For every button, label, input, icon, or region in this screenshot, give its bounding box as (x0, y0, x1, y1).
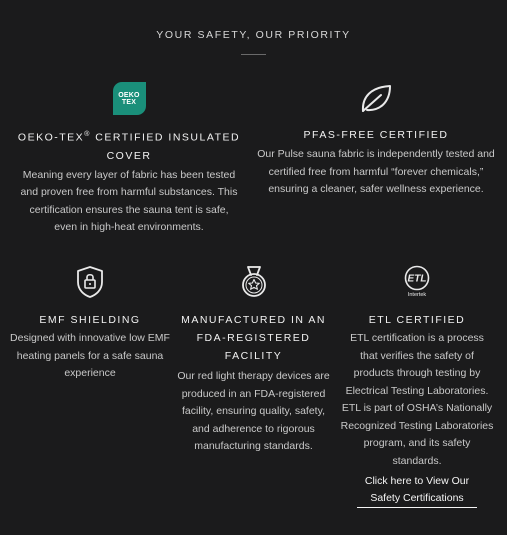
svg-text:ETL: ETL (407, 273, 427, 285)
leaf-icon (359, 82, 393, 115)
feature-title: PFAS-FREE CERTIFIED (303, 129, 449, 141)
feature-description: Meaning every layer of fabric has been tested and proven free from harmful substances. This certification ensures the sauna tent is safe, even in high-heat environments. (20, 168, 238, 233)
oeko-logo-text-bottom: TEX (121, 98, 137, 106)
feature-title: OEKO-TEX® CERTIFIED INSULATED COVER (17, 131, 241, 162)
feature-description: Our red light therapy devices are produced in an FDA-registered facility, ensuring quality, safety, and adherence to rigorous manufacturing standards. (177, 370, 330, 452)
feature-title: ETL CERTIFIED (368, 314, 466, 326)
shield-lock-icon (75, 265, 105, 299)
feature-emf-shielding (10, 265, 170, 383)
intertek-label: Intertek (407, 292, 427, 298)
etl-circle-icon (402, 265, 432, 291)
feature-oeko-tex (12, 82, 246, 237)
feature-pfas-free (256, 82, 496, 199)
feature-description: Our Pulse sauna fabric is independently tested and certified free from harmful “forever chemicals,” ensuring a cleaner, safer wellness experience. (257, 148, 495, 195)
feature-description: ETL certification is a process that verifies the safety of products through testing by Electrical Testing Laboratories. ETL is part of OSHA’s Nationally Recognized Testing Laboratories program, and its safety standards. (340, 332, 494, 467)
safety-certifications-link[interactable]: Click here to View Our Safety Certifications (357, 473, 477, 508)
title-divider (241, 54, 266, 55)
oeko-logo-text-top: OEKO (118, 91, 140, 99)
feature-title: EMF SHIELDING (39, 314, 141, 326)
feature-fda-registered (175, 265, 332, 456)
section-title: YOUR SAFETY, OUR PRIORITY (156, 29, 351, 41)
oeko-tex-logo (113, 82, 146, 115)
etl-intertek-logo (402, 265, 432, 299)
medal-star-icon (241, 265, 267, 299)
feature-title: MANUFACTURED IN AN FDA-REGISTERED FACILITY (181, 314, 326, 362)
feature-description: Designed with innovative low EMF heating panels for a safe sauna experience (10, 332, 170, 379)
feature-etl-certified (338, 265, 496, 508)
